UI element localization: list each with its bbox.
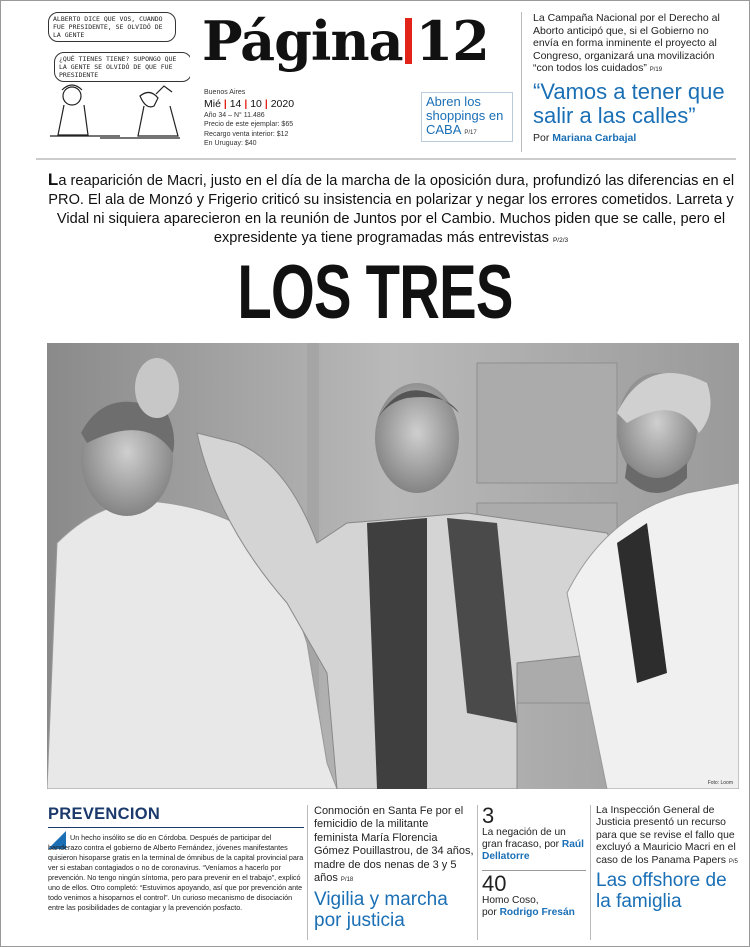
column-2-by: por xyxy=(482,906,497,918)
price: Precio de este ejemplar: $65 xyxy=(204,121,294,128)
date-y: 2020 xyxy=(270,97,295,110)
shopping-page: P/17 xyxy=(464,130,477,136)
issue-number: Año 34 – N° 11.486 xyxy=(204,111,265,119)
column-divider-3 xyxy=(590,805,591,940)
shopping-teaser[interactable] xyxy=(421,92,513,142)
column-1 xyxy=(482,827,586,864)
photo-illustration xyxy=(47,343,739,789)
cartoon xyxy=(40,10,190,148)
city: Buenos Aires xyxy=(204,89,246,96)
column-2-text: Homo Coso, xyxy=(482,894,539,906)
opinion-columns[interactable] xyxy=(482,805,586,919)
offshore-page: P/5 xyxy=(728,858,738,865)
aborto-quote[interactable]: “Vamos a tener que salir a las calles” xyxy=(533,79,725,128)
cartoon-bubble-2: ¿QUÉ TIENES TIENE? SUPONGO QUE LA GENTE SE OLVIDÓ DE QUE FUE PRESIDENTE xyxy=(54,52,190,82)
logo-red-bar xyxy=(405,18,412,64)
santafe-page: P/18 xyxy=(340,877,354,884)
column-divider-2 xyxy=(477,805,478,940)
santafe-title: Vigilia y marcha por justicia xyxy=(314,889,448,932)
logo-number: 12 xyxy=(415,9,489,73)
uruguay-price: En Uruguay: $40 xyxy=(204,140,257,147)
page-number-2: 40 xyxy=(482,870,507,896)
santafe-story[interactable] xyxy=(314,805,474,931)
date-m: 10 xyxy=(250,97,262,110)
column-divider-1 xyxy=(307,805,308,940)
cartoon-bubble-1: ALBERTO DICE QUE VOS, CUANDO FUE PRESIDENTE, SE OLVIDÓ DE LA GENTE xyxy=(48,12,176,42)
aborto-byline xyxy=(533,132,636,144)
lead-text: a reaparición de Macri, justo en el día de la marcha de la oposición dura, profundizó las diferencias en el PRO. El ala de Monzó y Frigerio criticó su insistencia en polarizar y negar los errores cometidos. Larreta y Vidal ni siquiera aparecieron en la reunión de Juntos por el Cambio. Muchos piden que se calle, pero el expresidente ya tiene programadas más entrevistas xyxy=(48,173,735,246)
aborto-teaser[interactable] xyxy=(533,12,733,77)
logo-word: Página xyxy=(202,9,403,73)
column-1-by: por xyxy=(544,839,560,851)
prevencion-title: PREVENCION xyxy=(48,805,304,828)
lead-paragraph xyxy=(44,170,738,250)
lead-initial: L xyxy=(47,170,59,189)
masthead-divider xyxy=(521,12,522,152)
aborto-page: P/19 xyxy=(649,67,663,74)
issue-date: Mié | 14 | 10 | 2020 xyxy=(204,97,295,110)
offshore-title: Las offshore de la famiglia xyxy=(596,870,727,913)
date-day: Mié xyxy=(204,97,221,110)
santafe-body: Conmoción en Santa Fe por el femicidio de la militante feminista María Florencia Gómez Pouillastrou, de 34 años, madre de dos nenas de 3 y 5 años xyxy=(314,805,474,885)
byline-author: Mariana Carbajal xyxy=(552,132,637,144)
surcharge: Recargo venta interior: $12 xyxy=(204,130,289,138)
cover-photo xyxy=(47,343,739,789)
offshore-story[interactable] xyxy=(596,805,742,912)
prevencion-text: Un hecho insólito se dio en Córdoba. Después de participar del banderazo contra el gobierno de Alberto Fernández, jóvenes manifestantes quisieron hisoparse gratis en la terminal de ómnibus de la capital provincial para ver si estaban contagiados o no de coronavirus. “Veníamos a hacerlo por prevención. No tengo ningún síntoma, pero para prevenir en el trabajo”, explicó uno de ellos. Otro completó: “Estuvimos apoyando, así que por prevención ante todo venimos a hisoparnos el control”. Un curioso mecanismo de disociación entre las posibilidades de contagiar y la prevención posfacto. xyxy=(48,833,304,912)
column-1-author: Raúl Dellatorre xyxy=(482,839,584,863)
page-number-1: 3 xyxy=(482,803,495,828)
cartoon-drawing xyxy=(40,10,190,148)
masthead-rule xyxy=(36,158,736,160)
byline-prefix: Por xyxy=(533,132,550,144)
newspaper-logo xyxy=(202,10,489,72)
lead-page: P/2/3 xyxy=(552,237,569,244)
prevencion-story[interactable] xyxy=(48,805,304,913)
column-2 xyxy=(482,895,586,919)
column-1-text: La negación de un gran fracaso, xyxy=(482,827,566,851)
main-headline[interactable]: LOS TRES xyxy=(237,250,513,335)
photo-credit: Foto: Loom xyxy=(707,780,733,786)
aborto-text: La Campaña Nacional por el Derecho al Aborto anticipó que, si el Gobierno no envía en forma inminente el proyecto al Congreso, organizará una movilización “con todos los cuidados” xyxy=(533,12,720,75)
santafe-text xyxy=(314,805,474,887)
date-d: 14 xyxy=(229,97,242,110)
offshore-body: La Inspección General de Justicia presentó un recurso para que se revise el fallo que excluyó a Mauricio Macri en el caso de los Panama Papers xyxy=(596,805,736,866)
issue-info xyxy=(204,88,294,149)
shopping-text: Abren los shoppings en CABA xyxy=(426,94,504,137)
offshore-text xyxy=(596,805,742,868)
column-2-author: Rodrigo Fresán xyxy=(499,906,575,918)
